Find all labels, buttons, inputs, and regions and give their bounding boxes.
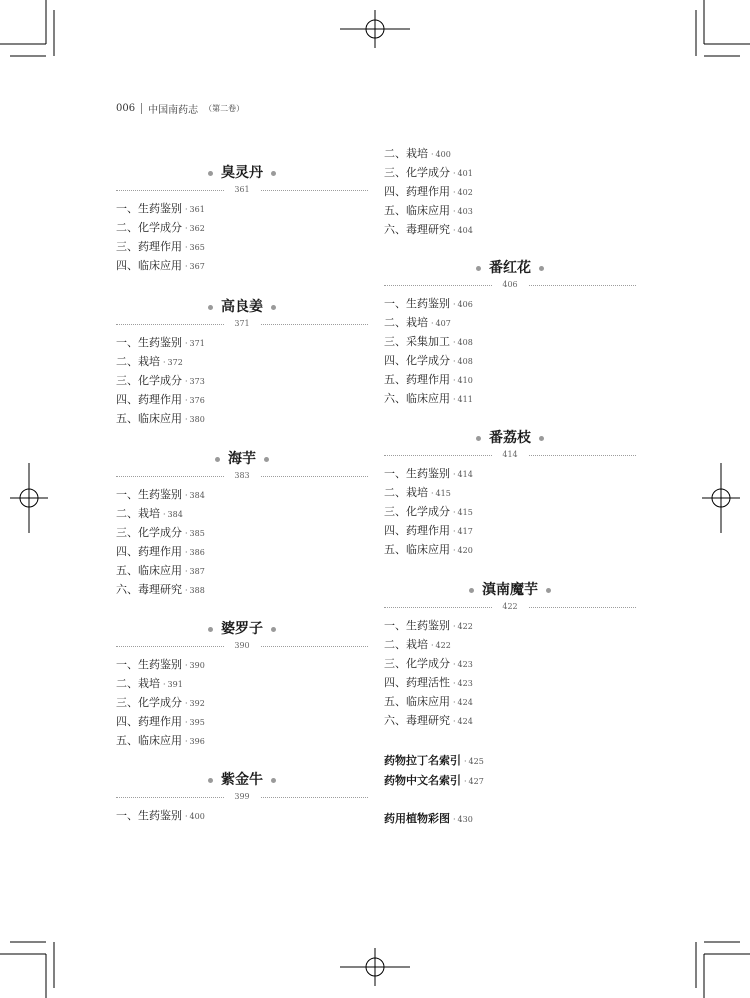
index-entry-page: 425	[468, 757, 484, 766]
toc-entry[interactable]	[384, 370, 636, 389]
toc-entry-dot: ·	[431, 489, 434, 498]
title-bullet-icon	[271, 778, 276, 783]
section-title-text: 海芋	[228, 451, 256, 467]
header-divider	[141, 103, 142, 114]
index-entry[interactable]	[384, 809, 473, 828]
toc-entry-label: 三、化学成分	[116, 696, 182, 709]
section-entries	[116, 485, 368, 599]
toc-entry-label: 二、栽培	[384, 316, 428, 329]
title-bullet-icon	[264, 457, 269, 462]
section-page-number: 390	[224, 640, 260, 652]
toc-entry-page: 392	[189, 699, 205, 708]
section-page-number: 406	[492, 279, 528, 291]
toc-entry[interactable]	[384, 483, 636, 502]
section-title-text: 臭灵丹	[221, 165, 263, 181]
index-entry[interactable]	[384, 771, 484, 790]
toc-entry-page: 424	[457, 698, 473, 707]
toc-entry[interactable]	[384, 144, 636, 163]
toc-entry-page: 380	[189, 415, 205, 424]
toc-entry-page: 388	[189, 586, 205, 595]
toc-entry-label: 四、药理活性	[384, 676, 450, 689]
section-entries	[116, 333, 368, 428]
running-head	[116, 101, 244, 116]
index-entry-label: 药用植物彩图	[384, 812, 450, 825]
toc-entry-page: 408	[457, 338, 473, 347]
section-title[interactable]	[116, 163, 368, 183]
section-title[interactable]	[116, 449, 368, 469]
title-bullet-icon	[271, 627, 276, 632]
toc-entry[interactable]	[116, 390, 368, 409]
section-page-rule	[116, 184, 368, 196]
toc-entry-dot: ·	[453, 338, 456, 347]
toc-entry[interactable]	[384, 692, 636, 711]
toc-entry[interactable]	[384, 464, 636, 483]
toc-entry[interactable]	[116, 674, 368, 693]
toc-entry-label: 二、栽培	[116, 677, 160, 690]
index-entry-page: 427	[468, 777, 484, 786]
toc-entry-dot: ·	[185, 396, 188, 405]
title-bullet-icon	[208, 171, 213, 176]
toc-entry[interactable]	[116, 199, 368, 218]
toc-entry-dot: ·	[185, 529, 188, 538]
section-page-rule	[384, 449, 636, 461]
section-entries	[116, 655, 368, 750]
toc-entry[interactable]	[116, 542, 368, 561]
toc-entry-label: 四、化学成分	[384, 354, 450, 367]
toc-entry-label: 三、采集加工	[384, 335, 450, 348]
toc-entry-page: 403	[457, 207, 473, 216]
section-page-number: 361	[224, 184, 260, 196]
toc-entry-dot: ·	[453, 470, 456, 479]
toc-entry-label: 六、毒理研究	[384, 223, 450, 236]
toc-entry-label: 四、临床应用	[116, 259, 182, 272]
toc-entry-label: 二、栽培	[384, 486, 428, 499]
title-bullet-icon	[208, 778, 213, 783]
toc-entry-label: 一、生药鉴别	[116, 488, 182, 501]
toc-entry[interactable]	[116, 731, 368, 750]
title-bullet-icon	[208, 305, 213, 310]
toc-entry[interactable]	[116, 580, 368, 599]
toc-entry-dot: ·	[453, 207, 456, 216]
toc-entry[interactable]	[384, 332, 636, 351]
toc-entry[interactable]	[384, 673, 636, 692]
toc-entry[interactable]	[384, 201, 636, 220]
toc-entry-label: 三、化学成分	[384, 505, 450, 518]
toc-entry[interactable]	[384, 635, 636, 654]
section-page-rule	[384, 279, 636, 291]
toc-entry-label: 一、生药鉴别	[384, 467, 450, 480]
title-bullet-icon	[271, 171, 276, 176]
section-page-rule	[116, 318, 368, 330]
toc-section	[116, 619, 368, 750]
toc-entry[interactable]	[384, 711, 636, 730]
toc-entry-label: 一、生药鉴别	[384, 297, 450, 310]
toc-entry-label: 四、药理作用	[384, 524, 450, 537]
title-bullet-icon	[546, 588, 551, 593]
toc-entry-page: 408	[457, 357, 473, 366]
toc-entry[interactable]	[116, 504, 368, 523]
toc-entry-page: 390	[189, 661, 205, 670]
toc-entry-label: 三、药理作用	[116, 240, 182, 253]
toc-entry-dot: ·	[185, 491, 188, 500]
title-bullet-icon	[271, 305, 276, 310]
toc-entry[interactable]	[384, 163, 636, 182]
toc-entry-label: 一、生药鉴别	[116, 202, 182, 215]
toc-entry-page: 400	[435, 150, 451, 159]
toc-entry-page: 372	[167, 358, 183, 367]
title-bullet-icon	[539, 266, 544, 271]
toc-entry-dot: ·	[163, 510, 166, 519]
toc-section	[116, 770, 368, 825]
index-entry-dot: ·	[464, 757, 467, 766]
toc-entry-page: 376	[189, 396, 205, 405]
index-entry-label: 药物拉丁名索引	[384, 754, 461, 767]
toc-entry-dot: ·	[185, 262, 188, 271]
toc-entry-label: 二、栽培	[116, 507, 160, 520]
toc-entry-page: 401	[457, 169, 473, 178]
title-bullet-icon	[476, 436, 481, 441]
section-title[interactable]	[384, 258, 636, 278]
toc-entry-label: 四、药理作用	[116, 393, 182, 406]
toc-entry-page: 404	[457, 226, 473, 235]
toc-entry-label: 五、临床应用	[384, 204, 450, 217]
toc-entry-page: 402	[457, 188, 473, 197]
toc-entry-dot: ·	[185, 737, 188, 746]
toc-entry-page: 386	[189, 548, 205, 557]
toc-section	[116, 449, 368, 599]
section-page-number: 371	[224, 318, 260, 330]
section-entries	[116, 806, 368, 825]
toc-entry-page: 400	[189, 812, 205, 821]
toc-entry-page: 396	[189, 737, 205, 746]
toc-entry-page: 420	[457, 546, 473, 555]
toc-entry-dot: ·	[453, 226, 456, 235]
section-title[interactable]	[116, 619, 368, 639]
toc-entry-dot: ·	[453, 376, 456, 385]
section-title[interactable]	[116, 297, 368, 317]
toc-entry-page: 423	[457, 679, 473, 688]
title-bullet-icon	[208, 627, 213, 632]
toc-entry-page: 417	[457, 527, 473, 536]
toc-entry[interactable]	[116, 693, 368, 712]
toc-entry-dot: ·	[185, 339, 188, 348]
toc-entry[interactable]	[384, 540, 636, 559]
toc-entry-label: 五、临床应用	[116, 734, 182, 747]
toc-entry-label: 二、栽培	[116, 355, 160, 368]
section-page-rule	[116, 640, 368, 652]
index-entry-dot: ·	[453, 815, 456, 824]
toc-entry[interactable]	[384, 389, 636, 408]
toc-entry-label: 五、临床应用	[384, 695, 450, 708]
toc-entry-dot: ·	[453, 660, 456, 669]
section-entries	[384, 294, 636, 408]
section-page-number: 383	[224, 470, 260, 482]
toc-entry[interactable]	[384, 294, 636, 313]
toc-entry-page: 407	[435, 319, 451, 328]
book-title: 中国南药志	[148, 105, 199, 116]
toc-entry-dot: ·	[185, 812, 188, 821]
toc-entry[interactable]	[116, 352, 368, 371]
toc-entry-dot: ·	[453, 622, 456, 631]
toc-entry-dot: ·	[185, 699, 188, 708]
toc-entry-dot: ·	[185, 661, 188, 670]
toc-entry-label: 三、化学成分	[116, 374, 182, 387]
section-title-text: 紫金牛	[221, 772, 263, 788]
toc-entry-label: 三、化学成分	[384, 166, 450, 179]
toc-entry-label: 二、栽培	[384, 147, 428, 160]
index-entry-label: 药物中文名索引	[384, 774, 461, 787]
toc-entry-label: 一、生药鉴别	[384, 619, 450, 632]
title-bullet-icon	[215, 457, 220, 462]
toc-entry-page: 422	[457, 622, 473, 631]
toc-entry-page: 411	[457, 395, 473, 404]
toc-entry-label: 五、临床应用	[384, 543, 450, 556]
section-title[interactable]	[116, 770, 368, 790]
toc-entry-dot: ·	[453, 188, 456, 197]
toc-entry-page: 365	[189, 243, 205, 252]
toc-entry[interactable]	[116, 712, 368, 731]
continued-entries	[384, 144, 636, 239]
toc-entry-dot: ·	[453, 717, 456, 726]
toc-entry-dot: ·	[453, 395, 456, 404]
toc-entry-page: 414	[457, 470, 473, 479]
toc-entry[interactable]	[116, 218, 368, 237]
toc-entry[interactable]	[116, 333, 368, 352]
toc-entry-dot: ·	[185, 586, 188, 595]
toc-entry-dot: ·	[453, 527, 456, 536]
toc-entry[interactable]	[384, 521, 636, 540]
toc-entry-label: 五、临床应用	[116, 564, 182, 577]
toc-entry[interactable]	[384, 220, 636, 239]
toc-entry-page: 384	[167, 510, 183, 519]
toc-entry-dot: ·	[185, 718, 188, 727]
toc-entry-label: 一、生药鉴别	[116, 809, 182, 822]
section-title-text: 番红花	[489, 260, 531, 276]
toc-entry-dot: ·	[453, 546, 456, 555]
section-entries	[384, 464, 636, 559]
toc-entry-label: 六、毒理研究	[384, 714, 450, 727]
section-page-rule	[116, 791, 368, 803]
toc-entry[interactable]	[116, 806, 368, 825]
section-page-number: 414	[492, 449, 528, 461]
toc-entry-label: 四、药理作用	[116, 715, 182, 728]
section-entries	[116, 199, 368, 275]
toc-entry[interactable]	[116, 485, 368, 504]
toc-entry-dot: ·	[431, 641, 434, 650]
toc-entry[interactable]	[116, 371, 368, 390]
section-title-text: 婆罗子	[221, 621, 263, 637]
toc-section	[116, 163, 368, 275]
toc-entry-dot: ·	[185, 377, 188, 386]
toc-entry[interactable]	[384, 616, 636, 635]
toc-entry-dot: ·	[453, 508, 456, 517]
toc-entry-dot: ·	[185, 567, 188, 576]
toc-entry-dot: ·	[185, 548, 188, 557]
toc-entry-dot: ·	[163, 680, 166, 689]
toc-section	[116, 297, 368, 428]
toc-entry-dot: ·	[185, 224, 188, 233]
toc-entry[interactable]	[384, 313, 636, 332]
section-title-text: 番荔枝	[489, 430, 531, 446]
toc-entry-page: 391	[167, 680, 183, 689]
toc-entry-label: 二、栽培	[384, 638, 428, 651]
title-bullet-icon	[469, 588, 474, 593]
section-page-rule	[116, 470, 368, 482]
toc-entry-label: 一、生药鉴别	[116, 336, 182, 349]
toc-entry[interactable]	[116, 655, 368, 674]
toc-entry-label: 三、化学成分	[384, 657, 450, 670]
section-page-number: 399	[224, 791, 260, 803]
toc-entry-label: 四、药理作用	[116, 545, 182, 558]
toc-entry[interactable]	[116, 523, 368, 542]
toc-entry-page: 410	[457, 376, 473, 385]
toc-entry[interactable]	[116, 256, 368, 275]
toc-section	[384, 428, 636, 559]
toc-entry-dot: ·	[453, 169, 456, 178]
section-page-rule	[384, 601, 636, 613]
toc-entry-label: 四、药理作用	[384, 185, 450, 198]
page-number: 006	[116, 103, 136, 114]
toc-entry-dot: ·	[185, 205, 188, 214]
toc-entry-label: 二、化学成分	[116, 221, 182, 234]
toc-entry-page: 373	[189, 377, 205, 386]
toc-entry-label: 一、生药鉴别	[116, 658, 182, 671]
toc-entry-page: 415	[457, 508, 473, 517]
index-entry[interactable]	[384, 751, 484, 770]
toc-entry-label: 五、临床应用	[116, 412, 182, 425]
toc-entry-page: 423	[457, 660, 473, 669]
toc-entry-dot: ·	[185, 243, 188, 252]
toc-entry-dot: ·	[431, 150, 434, 159]
toc-entry-page: 367	[189, 262, 205, 271]
toc-entry-label: 三、化学成分	[116, 526, 182, 539]
index-entry-page: 430	[457, 815, 473, 824]
toc-entry[interactable]	[384, 351, 636, 370]
toc-entry-dot: ·	[453, 679, 456, 688]
section-title[interactable]	[384, 428, 636, 448]
toc-entry[interactable]	[116, 561, 368, 580]
section-title[interactable]	[384, 580, 636, 600]
toc-entry-label: 五、药理作用	[384, 373, 450, 386]
toc-entry-label: 六、毒理研究	[116, 583, 182, 596]
index-entry-dot: ·	[464, 777, 467, 786]
toc-section	[384, 580, 636, 730]
volume-label: （第二卷）	[204, 104, 245, 113]
toc-entry-page: 387	[189, 567, 205, 576]
toc-entry[interactable]	[384, 502, 636, 521]
title-bullet-icon	[476, 266, 481, 271]
toc-entry-dot: ·	[453, 300, 456, 309]
toc-entry[interactable]	[384, 182, 636, 201]
toc-entry[interactable]	[384, 654, 636, 673]
title-bullet-icon	[539, 436, 544, 441]
toc-entry-label: 六、临床应用	[384, 392, 450, 405]
section-page-number: 422	[492, 601, 528, 613]
toc-entry-page: 395	[189, 718, 205, 727]
toc-entry-dot: ·	[431, 319, 434, 328]
section-title-text: 滇南魔芋	[482, 582, 538, 598]
toc-entry-page: 422	[435, 641, 451, 650]
toc-entry-page: 371	[189, 339, 205, 348]
toc-entry-dot: ·	[185, 415, 188, 424]
toc-entry-page: 406	[457, 300, 473, 309]
section-entries	[384, 616, 636, 730]
section-title-text: 高良姜	[221, 299, 263, 315]
toc-entry[interactable]	[116, 237, 368, 256]
toc-entry-page: 415	[435, 489, 451, 498]
toc-entry-page: 424	[457, 717, 473, 726]
toc-entry-page: 361	[189, 205, 205, 214]
toc-entry-dot: ·	[163, 358, 166, 367]
toc-entry-page: 362	[189, 224, 205, 233]
toc-entry[interactable]	[116, 409, 368, 428]
toc-entry-page: 384	[189, 491, 205, 500]
toc-entry-page: 385	[189, 529, 205, 538]
toc-entry-dot: ·	[453, 357, 456, 366]
toc-section	[384, 258, 636, 408]
toc-entry-dot: ·	[453, 698, 456, 707]
